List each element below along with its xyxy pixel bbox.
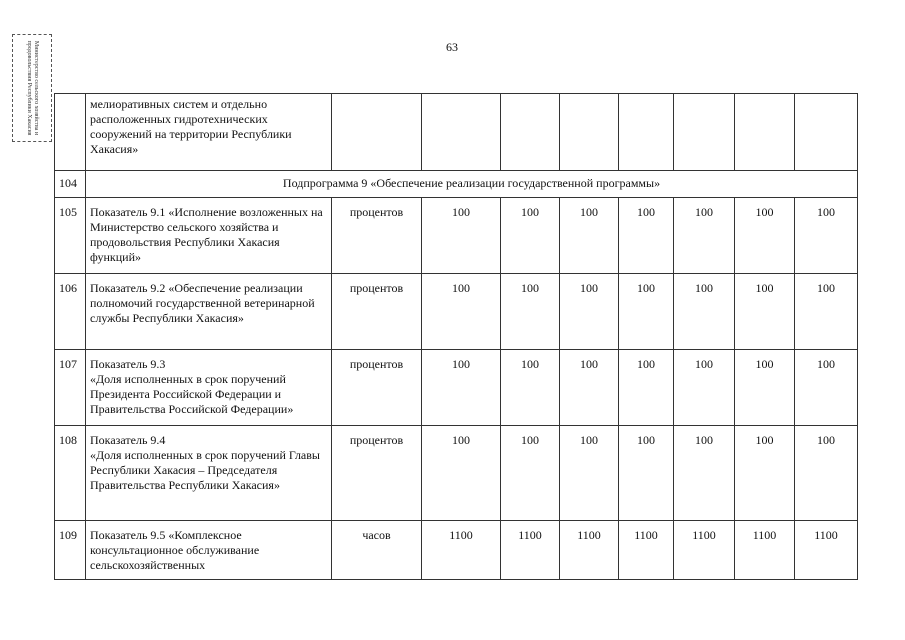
- value-cell: 100: [735, 274, 795, 350]
- unit-cell: [332, 94, 422, 171]
- value-cell: 1100: [501, 521, 560, 580]
- value-cell: 100: [422, 274, 501, 350]
- table-row: [55, 350, 858, 426]
- indicator-name: Показатель 9.3 «Доля исполненных в срок поручений Президента Российской Федерации и Правительства Российской Федерации»: [86, 350, 332, 426]
- value-cell: 100: [560, 426, 619, 521]
- value-cell: [674, 94, 735, 171]
- registration-stamp: [12, 34, 52, 142]
- value-cell: 100: [795, 350, 858, 426]
- value-cell: 100: [795, 198, 858, 274]
- row-number: 109: [55, 521, 86, 580]
- row-number: [55, 94, 86, 171]
- unit-cell: процентов: [332, 350, 422, 426]
- stamp-text: Министерство сельского хозяйства и продовольствия Республики Хакасия: [26, 40, 39, 136]
- value-cell: 1100: [619, 521, 674, 580]
- value-cell: 100: [501, 274, 560, 350]
- value-cell: 100: [619, 198, 674, 274]
- page-number: 63: [446, 40, 458, 54]
- unit-cell: процентов: [332, 426, 422, 521]
- value-cell: 100: [619, 426, 674, 521]
- value-cell: 100: [422, 426, 501, 521]
- row-number: 106: [55, 274, 86, 350]
- value-cell: 100: [501, 350, 560, 426]
- unit-cell: процентов: [332, 274, 422, 350]
- value-cell: 100: [795, 426, 858, 521]
- value-cell: 100: [422, 350, 501, 426]
- row-number: 107: [55, 350, 86, 426]
- table-row: [55, 521, 858, 580]
- value-cell: 1100: [735, 521, 795, 580]
- table-row: [55, 94, 858, 171]
- indicator-name: Показатель 9.5 «Комплексное консультационное обслуживание сельскохозяйственных: [86, 521, 332, 580]
- value-cell: [422, 94, 501, 171]
- table-row: [55, 274, 858, 350]
- value-cell: 100: [501, 198, 560, 274]
- value-cell: 100: [560, 198, 619, 274]
- value-cell: 100: [735, 350, 795, 426]
- indicator-name: мелиоративных систем и отдельно расположенных гидротехнических сооружений на территории Республики Хакасия»: [86, 94, 332, 171]
- indicators-table: [54, 93, 858, 580]
- value-cell: 100: [674, 350, 735, 426]
- value-cell: 100: [735, 198, 795, 274]
- value-cell: 100: [674, 426, 735, 521]
- value-cell: 100: [674, 274, 735, 350]
- indicator-name: Показатель 9.2 «Обеспечение реализации полномочий государственной ветеринарной службы Республики Хакасия»: [86, 274, 332, 350]
- value-cell: 100: [735, 426, 795, 521]
- value-cell: 100: [795, 274, 858, 350]
- value-cell: [735, 94, 795, 171]
- unit-cell: часов: [332, 521, 422, 580]
- value-cell: 100: [560, 350, 619, 426]
- value-cell: 100: [674, 198, 735, 274]
- value-cell: 100: [619, 274, 674, 350]
- value-cell: 1100: [422, 521, 501, 580]
- table-row: [55, 198, 858, 274]
- section-title: Подпрограмма 9 «Обеспечение реализации государственной программы»: [86, 171, 858, 198]
- value-cell: 100: [501, 426, 560, 521]
- value-cell: 1100: [674, 521, 735, 580]
- section-row: [55, 171, 858, 198]
- unit-cell: процентов: [332, 198, 422, 274]
- value-cell: 1100: [795, 521, 858, 580]
- value-cell: 1100: [560, 521, 619, 580]
- value-cell: 100: [619, 350, 674, 426]
- value-cell: [560, 94, 619, 171]
- table-row: [55, 426, 858, 521]
- value-cell: 100: [560, 274, 619, 350]
- row-number: 105: [55, 198, 86, 274]
- value-cell: [795, 94, 858, 171]
- row-number: 104: [55, 171, 86, 198]
- indicator-name: Показатель 9.1 «Исполнение возложенных на Министерство сельского хозяйства и продовольствия Республики Хакасия функций»: [86, 198, 332, 274]
- row-number: 108: [55, 426, 86, 521]
- value-cell: [501, 94, 560, 171]
- value-cell: 100: [422, 198, 501, 274]
- indicator-name: Показатель 9.4 «Доля исполненных в срок поручений Главы Республики Хакасия – Председателя Правительства Республики Хакасия»: [86, 426, 332, 521]
- value-cell: [619, 94, 674, 171]
